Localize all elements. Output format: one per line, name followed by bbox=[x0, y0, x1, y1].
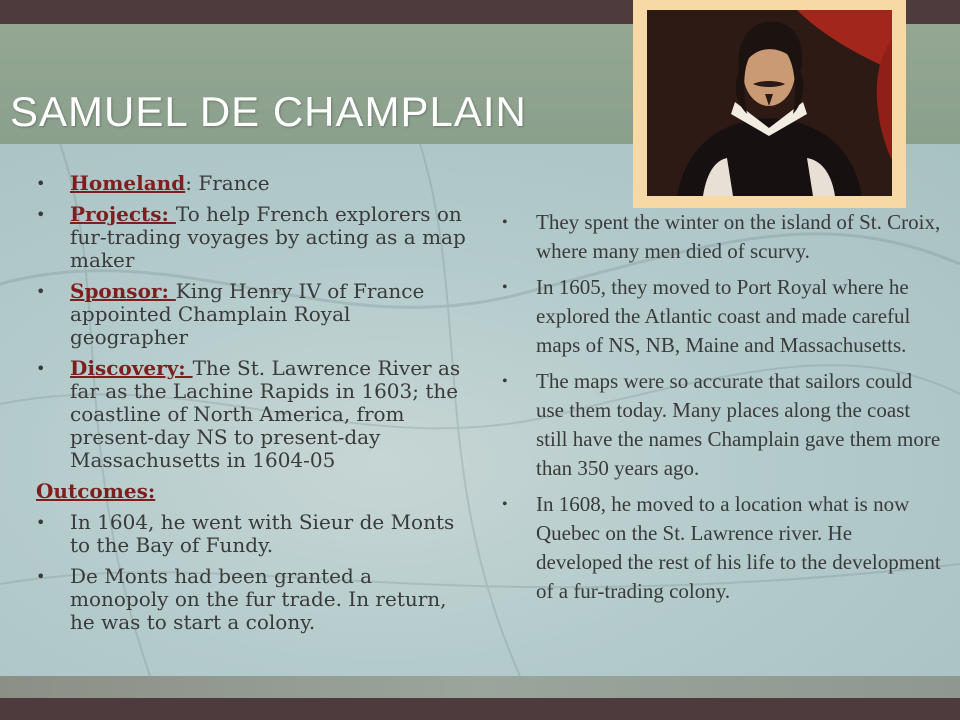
bullet-icon: • bbox=[36, 567, 46, 586]
bullet-icon: • bbox=[502, 373, 508, 390]
homeland-separator: : bbox=[185, 171, 192, 195]
left-column bbox=[36, 172, 466, 642]
bullet-icon: • bbox=[36, 282, 46, 301]
bullet-icon: • bbox=[36, 174, 46, 193]
homeland-label: Homeland bbox=[70, 171, 186, 195]
discovery-label: Discovery: bbox=[70, 356, 193, 380]
outcomes-heading: Outcomes: bbox=[36, 479, 156, 503]
bullet-icon: • bbox=[502, 279, 508, 296]
projects-text: To help French explorers on fur-trading voyages by acting as a map maker bbox=[70, 202, 466, 272]
list-item bbox=[502, 490, 942, 606]
list-item bbox=[36, 511, 466, 557]
list-item bbox=[36, 565, 466, 634]
right-column bbox=[502, 208, 942, 613]
right-item-text: The maps were so accurate that sailors could use them today. Many places along the coast still have the names Champlain gave them more than 350 years ago. bbox=[536, 369, 941, 480]
projects-label: Projects: bbox=[70, 202, 176, 226]
list-item bbox=[36, 357, 466, 472]
bullet-icon: • bbox=[36, 205, 46, 224]
list-item bbox=[502, 367, 942, 483]
bullet-icon: • bbox=[36, 513, 46, 532]
portrait-icon bbox=[647, 10, 892, 196]
outcome-text: In 1604, he went with Sieur de Monts to the Bay of Fundy. bbox=[70, 510, 455, 557]
bullet-icon: • bbox=[502, 214, 508, 231]
right-item-text: In 1608, he moved to a location what is now Quebec on the St. Lawrence river. He developed the rest of his life to the development of a fur-trading colony. bbox=[536, 492, 941, 603]
sponsor-label: Sponsor: bbox=[70, 279, 176, 303]
list-item bbox=[502, 273, 942, 360]
right-item-text: They spent the winter on the island of St. Croix, where many men died of scurvy. bbox=[536, 210, 941, 263]
homeland-text: France bbox=[191, 171, 270, 195]
outcome-text: De Monts had been granted a monopoly on the fur trade. In return, he was to start a colony. bbox=[70, 564, 447, 634]
sponsor-text: King Henry IV of France appointed Champlain Royal geographer bbox=[70, 279, 425, 349]
bottom-bar bbox=[0, 698, 960, 720]
discovery-text: The St. Lawrence River as far as the Lachine Rapids in 1603; the coastline of North America, from present-day NS to present-day Massachusetts in 1604-05 bbox=[70, 356, 461, 472]
bottom-strip bbox=[0, 676, 960, 698]
list-item bbox=[502, 208, 942, 266]
list-item bbox=[36, 203, 466, 272]
portrait-frame bbox=[633, 0, 906, 208]
bullet-icon: • bbox=[36, 359, 46, 378]
right-item-text: In 1605, they moved to Port Royal where he explored the Atlantic coast and made careful maps of NS, NB, Maine and Massachusetts. bbox=[536, 275, 911, 357]
bullet-icon: • bbox=[502, 496, 508, 513]
list-item bbox=[36, 280, 466, 349]
slide-title: SAMUEL DE CHAMPLAIN bbox=[10, 88, 527, 135]
list-item bbox=[36, 172, 466, 195]
